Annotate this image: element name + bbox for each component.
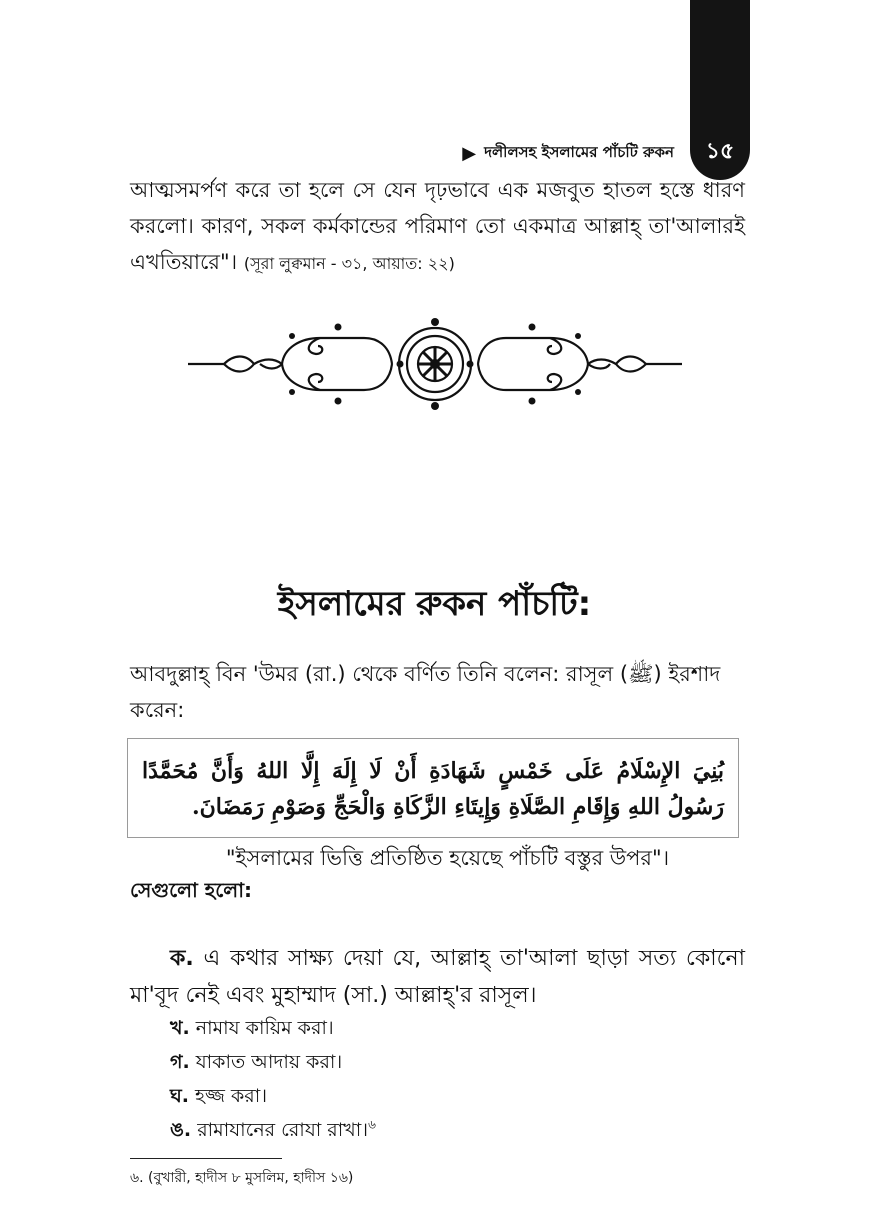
footnote-divider [130,1158,282,1159]
footnote: ৬. (বুখারী, হাদীস ৮ মুসলিম, হাদীস ১৬) [130,1170,354,1186]
list-item [170,1048,342,1080]
list-item [170,1116,376,1148]
list-item [170,1014,334,1046]
list-item-marker: ঘ. [170,1085,189,1107]
list-item-marker: ক. [170,946,194,971]
list-item-text: হজ্জ করা। [195,1085,268,1107]
list-item-marker: গ. [170,1051,190,1073]
play-arrow-icon: ▶ [462,142,477,164]
arabic-hadith-text: بُنِيَ الإِسْلَامُ عَلَى خَمْسٍ شَهَادَةِ أَنْ لَا إِلَهَ إِلَّا اللهُ وَأَنَّ مُحَمَّدًا رَسُولُ اللهِ وَإِقَامِ الصَّلَاةِ وَإِيتَاءِ الزَّكَاةِ وَالْحَجِّ وَصَوْمِ رَمَضَانَ. [142,758,724,820]
intro-citation: (সূরা লুক্বমান - ৩১, আয়াত: ২২) [243,254,455,273]
intro-paragraph [130,172,745,282]
hadith-narration: আবদুল্লাহ্ বিন 'উমর (রা.) থেকে বর্ণিত তিনি বলেন: রাসূল (ﷺ) ইরশাদ করেন: [130,662,721,722]
list-item-text: রামাযানের রোযা রাখা। [197,1119,369,1141]
running-header-title: দলীলসহ ইসলামের পাঁচটি রুকন [484,143,674,161]
pillars-heading: সেগুলো হলো: [130,878,253,902]
list-item-marker: ঙ. [170,1119,192,1141]
running-header [462,141,674,166]
list-item-text: নামায কায়িম করা। [195,1017,334,1039]
footnote-reference[interactable]: ৬ [368,1117,376,1132]
decorative-divider [188,318,682,410]
list-item-text: যাকাত আদায় করা। [195,1051,343,1073]
intro-text: আত্মসমর্পণ করে তা হলে সে যেন দৃঢ়ভাবে এক মজবুত হাতল হস্তে ধারণ করলো। কারণ, সকল কর্মকান্ডের পরিমাণ তো একমাত্র আল্লাহ্ তা'আলারই এখতিয়ারে"। [130,178,745,274]
page-number: ১৫ [705,139,735,164]
list-item [130,940,745,1014]
arabic-hadith-box [127,738,739,838]
list-item-marker: খ. [170,1017,190,1039]
list-item-text: এ কথার সাক্ষ্য দেয়া যে, আল্লাহ্ তা'আলা ছাড়া সত্য কোনো মা'বূদ নেই এবং মুহাম্মাদ (সা.) আল্লাহ্'র রাসূল। [130,946,745,1008]
section-title: ইসলামের রুকন পাঁচটি: [277,584,592,624]
list-item [170,1082,267,1114]
hadith-translation: "ইসলামের ভিত্তি প্রতিষ্ঠিত হয়েছে পাঁচটি বস্তুর উপর"। [225,846,670,870]
